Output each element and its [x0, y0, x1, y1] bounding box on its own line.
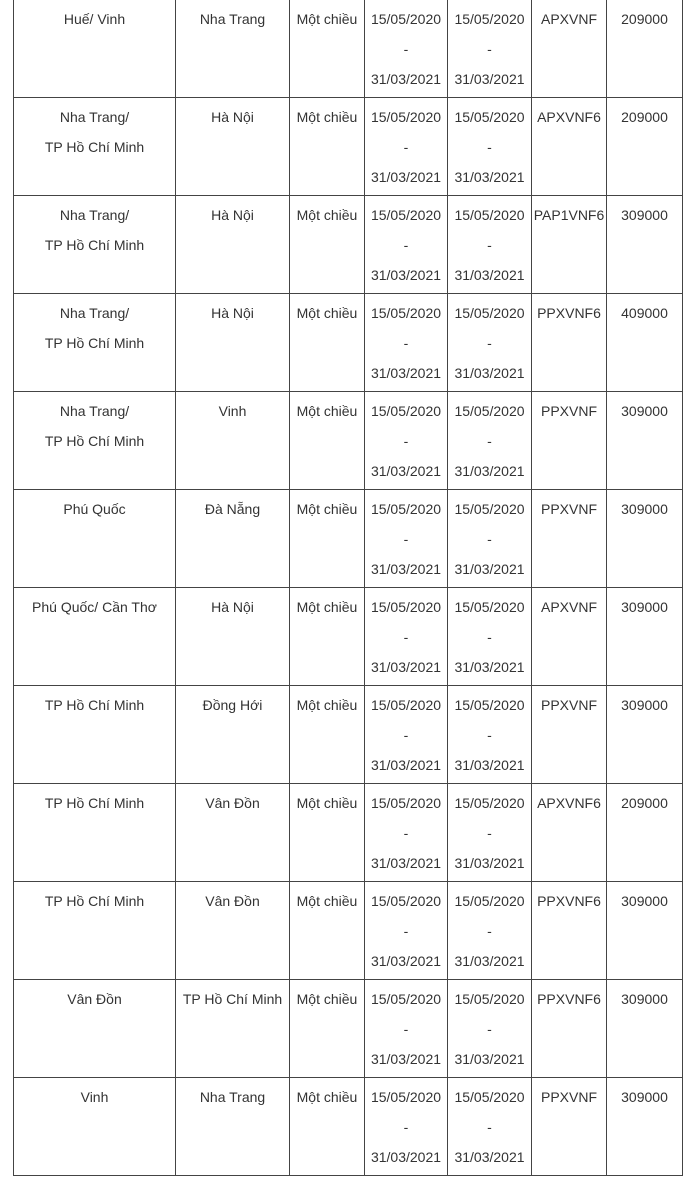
trip-type-cell: [290, 784, 365, 882]
travel-end-date: 31/03/2021: [454, 71, 525, 87]
destination-text: Đồng Hới: [202, 697, 263, 713]
origin-cell: [14, 392, 176, 490]
sale-end-date: 31/03/2021: [370, 953, 442, 969]
trip-type-cell: [290, 588, 365, 686]
sale-end-date: 31/03/2021: [370, 1149, 442, 1165]
origin-text: TP Hồ Chí Minh: [44, 237, 145, 253]
table-row: [14, 882, 683, 980]
origin-cell: [14, 490, 176, 588]
travel-end-date: 31/03/2021: [454, 1051, 525, 1067]
sale-end-date: 31/03/2021: [370, 757, 442, 773]
sale-date-separator: -: [403, 41, 409, 57]
travel-period-cell: [448, 784, 532, 882]
sale-end-date: 31/03/2021: [370, 855, 442, 871]
sale-period-cell: [365, 882, 448, 980]
travel-end-date: 31/03/2021: [454, 855, 525, 871]
trip-type-cell: [290, 0, 365, 98]
fare-code-cell: [532, 882, 607, 980]
table-row: [14, 686, 683, 784]
origin-text: Nha Trang/: [59, 207, 130, 223]
trip-type-text: Một chiều: [296, 599, 358, 615]
fare-code-text: APXVNF: [540, 11, 597, 27]
origin-cell: [14, 784, 176, 882]
fare-code-text: PPXVNF6: [537, 305, 601, 321]
sale-start-date: 15/05/2020: [370, 893, 442, 909]
trip-type-text: Một chiều: [296, 11, 358, 27]
fare-code-text: PPXVNF: [540, 403, 597, 419]
fare-code-text: APXVNF6: [537, 795, 601, 811]
fare-table: [13, 0, 683, 1176]
travel-start-date: 15/05/2020: [454, 599, 525, 615]
travel-end-date: 31/03/2021: [454, 953, 525, 969]
sale-end-date: 31/03/2021: [370, 267, 442, 283]
travel-date-separator: -: [487, 1119, 492, 1135]
price-cell: [607, 784, 683, 882]
price-cell: [607, 686, 683, 784]
destination-text: Nha Trang: [199, 1089, 266, 1105]
sale-date-separator: -: [403, 139, 409, 155]
destination-text: Vân Đồn: [205, 795, 260, 811]
sale-start-date: 15/05/2020: [370, 207, 442, 223]
travel-start-date: 15/05/2020: [454, 1089, 525, 1105]
fare-code-text: APXVNF: [540, 599, 597, 615]
fare-code-cell: [532, 686, 607, 784]
sale-date-separator: -: [403, 433, 409, 449]
table-row: [14, 98, 683, 196]
sale-end-date: 31/03/2021: [370, 659, 442, 675]
price-text: 409000: [621, 305, 668, 321]
destination-cell: [176, 980, 290, 1078]
travel-date-separator: -: [487, 531, 492, 547]
origin-text: TP Hồ Chí Minh: [44, 697, 145, 713]
price-cell: [607, 196, 683, 294]
travel-end-date: 31/03/2021: [454, 169, 525, 185]
sale-end-date: 31/03/2021: [370, 169, 442, 185]
price-cell: [607, 98, 683, 196]
table-row: [14, 784, 683, 882]
table-row: [14, 1078, 683, 1176]
sale-period-cell: [365, 0, 448, 98]
price-cell: [607, 392, 683, 490]
destination-text: Hà Nội: [211, 109, 254, 125]
sale-end-date: 31/03/2021: [370, 71, 442, 87]
fare-code-cell: [532, 294, 607, 392]
fare-code-text: PPXVNF: [540, 697, 597, 713]
price-text: 309000: [621, 991, 668, 1007]
fare-code-text: PPXVNF: [540, 501, 597, 517]
sale-end-date: 31/03/2021: [370, 561, 442, 577]
sale-date-separator: -: [403, 727, 409, 743]
price-text: 309000: [621, 501, 668, 517]
fare-code-cell: [532, 196, 607, 294]
table-row: [14, 980, 683, 1078]
destination-cell: [176, 1078, 290, 1176]
sale-start-date: 15/05/2020: [370, 305, 442, 321]
travel-date-separator: -: [487, 433, 492, 449]
price-text: 309000: [621, 599, 668, 615]
destination-text: Hà Nội: [211, 305, 254, 321]
sale-start-date: 15/05/2020: [370, 795, 442, 811]
destination-text: Vân Đồn: [205, 893, 260, 909]
travel-period-cell: [448, 882, 532, 980]
sale-period-cell: [365, 1078, 448, 1176]
price-cell: [607, 980, 683, 1078]
destination-cell: [176, 588, 290, 686]
destination-text: Nha Trang: [199, 11, 266, 27]
trip-type-cell: [290, 196, 365, 294]
sale-start-date: 15/05/2020: [370, 697, 442, 713]
price-text: 309000: [621, 697, 668, 713]
sale-date-separator: -: [403, 1119, 409, 1135]
travel-end-date: 31/03/2021: [454, 561, 525, 577]
price-cell: [607, 294, 683, 392]
travel-period-cell: [448, 196, 532, 294]
destination-cell: [176, 98, 290, 196]
price-cell: [607, 490, 683, 588]
trip-type-text: Một chiều: [296, 893, 358, 909]
travel-start-date: 15/05/2020: [454, 207, 525, 223]
price-cell: [607, 588, 683, 686]
origin-cell: [14, 0, 176, 98]
price-text: 209000: [621, 795, 668, 811]
trip-type-text: Một chiều: [296, 991, 358, 1007]
origin-text: TP Hồ Chí Minh: [44, 795, 145, 811]
sale-period-cell: [365, 490, 448, 588]
destination-cell: [176, 294, 290, 392]
sale-date-separator: -: [403, 335, 409, 351]
trip-type-cell: [290, 98, 365, 196]
price-cell: [607, 882, 683, 980]
sale-period-cell: [365, 980, 448, 1078]
origin-cell: [14, 588, 176, 686]
trip-type-cell: [290, 1078, 365, 1176]
sale-date-separator: -: [403, 825, 409, 841]
destination-cell: [176, 196, 290, 294]
origin-cell: [14, 1078, 176, 1176]
origin-cell: [14, 196, 176, 294]
sale-period-cell: [365, 294, 448, 392]
travel-end-date: 31/03/2021: [454, 267, 525, 283]
fare-code-cell: [532, 0, 607, 98]
travel-period-cell: [448, 980, 532, 1078]
travel-period-cell: [448, 98, 532, 196]
sale-start-date: 15/05/2020: [370, 1089, 442, 1105]
table-row: [14, 588, 683, 686]
travel-date-separator: -: [487, 41, 492, 57]
fare-code-text: PAP1VNF6: [533, 207, 605, 223]
fare-code-cell: [532, 392, 607, 490]
table-row: [14, 294, 683, 392]
trip-type-text: Một chiều: [296, 305, 358, 321]
sale-start-date: 15/05/2020: [370, 11, 442, 27]
travel-start-date: 15/05/2020: [454, 305, 525, 321]
trip-type-text: Một chiều: [296, 109, 358, 125]
travel-date-separator: -: [487, 139, 492, 155]
travel-start-date: 15/05/2020: [454, 403, 525, 419]
origin-text: Nha Trang/: [59, 305, 130, 321]
sale-end-date: 31/03/2021: [370, 365, 442, 381]
price-cell: [607, 0, 683, 98]
origin-text: Nha Trang/: [59, 403, 130, 419]
trip-type-text: Một chiều: [296, 697, 358, 713]
trip-type-text: Một chiều: [296, 207, 358, 223]
sale-end-date: 31/03/2021: [370, 463, 442, 479]
origin-text: Nha Trang/: [59, 109, 130, 125]
destination-text: TP Hồ Chí Minh: [182, 991, 283, 1007]
destination-cell: [176, 392, 290, 490]
destination-text: Đà Nẵng: [204, 501, 261, 517]
trip-type-text: Một chiều: [296, 403, 358, 419]
fare-code-text: PPXVNF6: [537, 893, 601, 909]
origin-cell: [14, 294, 176, 392]
travel-end-date: 31/03/2021: [454, 659, 525, 675]
table-row: [14, 0, 683, 98]
sale-period-cell: [365, 196, 448, 294]
price-text: 309000: [621, 1089, 668, 1105]
travel-date-separator: -: [487, 1021, 492, 1037]
origin-text: TP Hồ Chí Minh: [44, 139, 145, 155]
destination-cell: [176, 490, 290, 588]
origin-text: Phú Quốc: [63, 501, 126, 517]
sale-period-cell: [365, 588, 448, 686]
travel-date-separator: -: [487, 923, 492, 939]
origin-cell: [14, 686, 176, 784]
trip-type-cell: [290, 686, 365, 784]
travel-period-cell: [448, 294, 532, 392]
fare-code-text: PPXVNF6: [537, 991, 601, 1007]
travel-start-date: 15/05/2020: [454, 11, 525, 27]
travel-period-cell: [448, 686, 532, 784]
origin-text: Huế/ Vinh: [63, 11, 126, 27]
fare-code-text: PPXVNF: [540, 1089, 597, 1105]
price-text: 309000: [621, 403, 668, 419]
price-text: 209000: [621, 11, 668, 27]
travel-start-date: 15/05/2020: [454, 109, 525, 125]
origin-text: Vinh: [80, 1089, 109, 1105]
fare-code-cell: [532, 980, 607, 1078]
trip-type-cell: [290, 392, 365, 490]
trip-type-text: Một chiều: [296, 1089, 358, 1105]
origin-cell: [14, 882, 176, 980]
destination-cell: [176, 784, 290, 882]
sale-date-separator: -: [403, 923, 409, 939]
travel-period-cell: [448, 1078, 532, 1176]
travel-end-date: 31/03/2021: [454, 463, 525, 479]
sale-date-separator: -: [403, 629, 409, 645]
price-text: 309000: [621, 893, 668, 909]
fare-code-cell: [532, 1078, 607, 1176]
sale-period-cell: [365, 784, 448, 882]
sale-period-cell: [365, 98, 448, 196]
travel-period-cell: [448, 0, 532, 98]
sale-start-date: 15/05/2020: [370, 501, 442, 517]
sale-date-separator: -: [403, 1021, 409, 1037]
fare-code-cell: [532, 784, 607, 882]
travel-date-separator: -: [487, 335, 492, 351]
travel-start-date: 15/05/2020: [454, 697, 525, 713]
travel-period-cell: [448, 392, 532, 490]
price-cell: [607, 1078, 683, 1176]
travel-date-separator: -: [487, 237, 492, 253]
travel-start-date: 15/05/2020: [454, 795, 525, 811]
table-row: [14, 490, 683, 588]
travel-period-cell: [448, 588, 532, 686]
travel-date-separator: -: [487, 825, 492, 841]
travel-end-date: 31/03/2021: [454, 365, 525, 381]
sale-period-cell: [365, 392, 448, 490]
trip-type-text: Một chiều: [296, 501, 358, 517]
destination-text: Vinh: [218, 403, 247, 419]
fare-table-body: [14, 0, 683, 1176]
fare-code-text: APXVNF6: [537, 109, 601, 125]
fare-code-cell: [532, 490, 607, 588]
origin-cell: [14, 980, 176, 1078]
travel-period-cell: [448, 490, 532, 588]
sale-start-date: 15/05/2020: [370, 599, 442, 615]
travel-start-date: 15/05/2020: [454, 991, 525, 1007]
origin-text: TP Hồ Chí Minh: [44, 433, 145, 449]
travel-date-separator: -: [487, 629, 492, 645]
fare-code-cell: [532, 588, 607, 686]
sale-date-separator: -: [403, 531, 409, 547]
sale-date-separator: -: [403, 237, 409, 253]
trip-type-cell: [290, 490, 365, 588]
sale-period-cell: [365, 686, 448, 784]
table-row: [14, 392, 683, 490]
price-text: 209000: [621, 109, 668, 125]
sale-start-date: 15/05/2020: [370, 109, 442, 125]
destination-cell: [176, 0, 290, 98]
trip-type-cell: [290, 882, 365, 980]
destination-text: Hà Nội: [211, 207, 254, 223]
table-row: [14, 196, 683, 294]
destination-cell: [176, 686, 290, 784]
origin-cell: [14, 98, 176, 196]
destination-cell: [176, 882, 290, 980]
origin-text: TP Hồ Chí Minh: [44, 335, 145, 351]
sale-start-date: 15/05/2020: [370, 403, 442, 419]
trip-type-text: Một chiều: [296, 795, 358, 811]
sale-end-date: 31/03/2021: [370, 1051, 442, 1067]
travel-end-date: 31/03/2021: [454, 1149, 525, 1165]
trip-type-cell: [290, 980, 365, 1078]
travel-start-date: 15/05/2020: [454, 501, 525, 517]
sale-start-date: 15/05/2020: [370, 991, 442, 1007]
travel-end-date: 31/03/2021: [454, 757, 525, 773]
origin-text: TP Hồ Chí Minh: [44, 893, 145, 909]
destination-text: Hà Nội: [211, 599, 254, 615]
trip-type-cell: [290, 294, 365, 392]
fare-code-cell: [532, 98, 607, 196]
travel-date-separator: -: [487, 727, 492, 743]
origin-text: Phú Quốc/ Cần Thơ: [32, 599, 157, 615]
price-text: 309000: [621, 207, 668, 223]
origin-text: Vân Đồn: [67, 991, 122, 1007]
travel-start-date: 15/05/2020: [454, 893, 525, 909]
